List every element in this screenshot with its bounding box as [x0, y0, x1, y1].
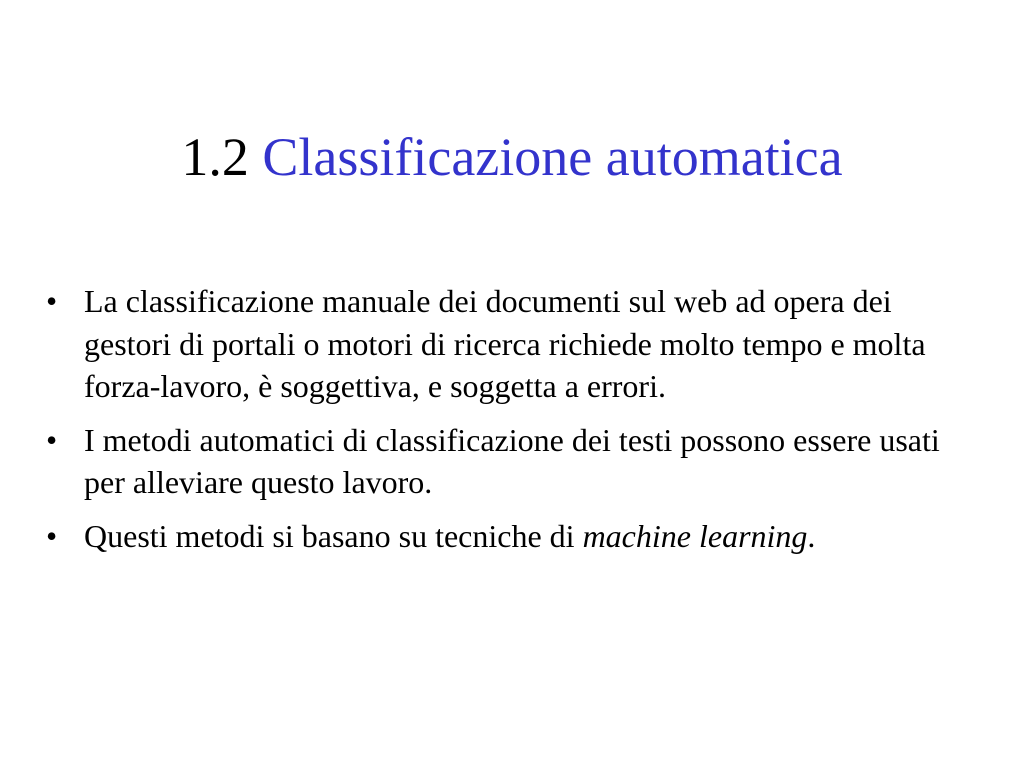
- bullet-icon: •: [46, 283, 58, 319]
- bullet-text-after: .: [807, 517, 816, 554]
- bullet-icon: •: [46, 421, 58, 458]
- bullet-text: La classificazione manuale dei documenti sul web ad opera dei gestori di portali o motori di ricerca richiede molto tempo e molta forza-lavoro, è soggettiva, e soggetta a errori.: [84, 283, 926, 404]
- bullet-item: [40, 515, 980, 558]
- bullet-item: [40, 419, 980, 504]
- bullet-icon: •: [46, 517, 58, 554]
- bullet-text: I metodi automatici di classificazione dei testi possono essere usati per alleviare questo lavoro.: [84, 421, 940, 500]
- bullet-list: [40, 280, 980, 568]
- title-text: Classificazione automatica: [262, 127, 843, 187]
- bullet-item: [40, 280, 980, 408]
- slide-title: [0, 122, 1024, 192]
- bullet-text-italic: machine learning: [582, 517, 808, 554]
- bullet-text-before: Questi metodi si basano su tecniche di: [84, 517, 583, 554]
- title-number: 1.2: [181, 127, 249, 187]
- bullet-text: [84, 518, 815, 554]
